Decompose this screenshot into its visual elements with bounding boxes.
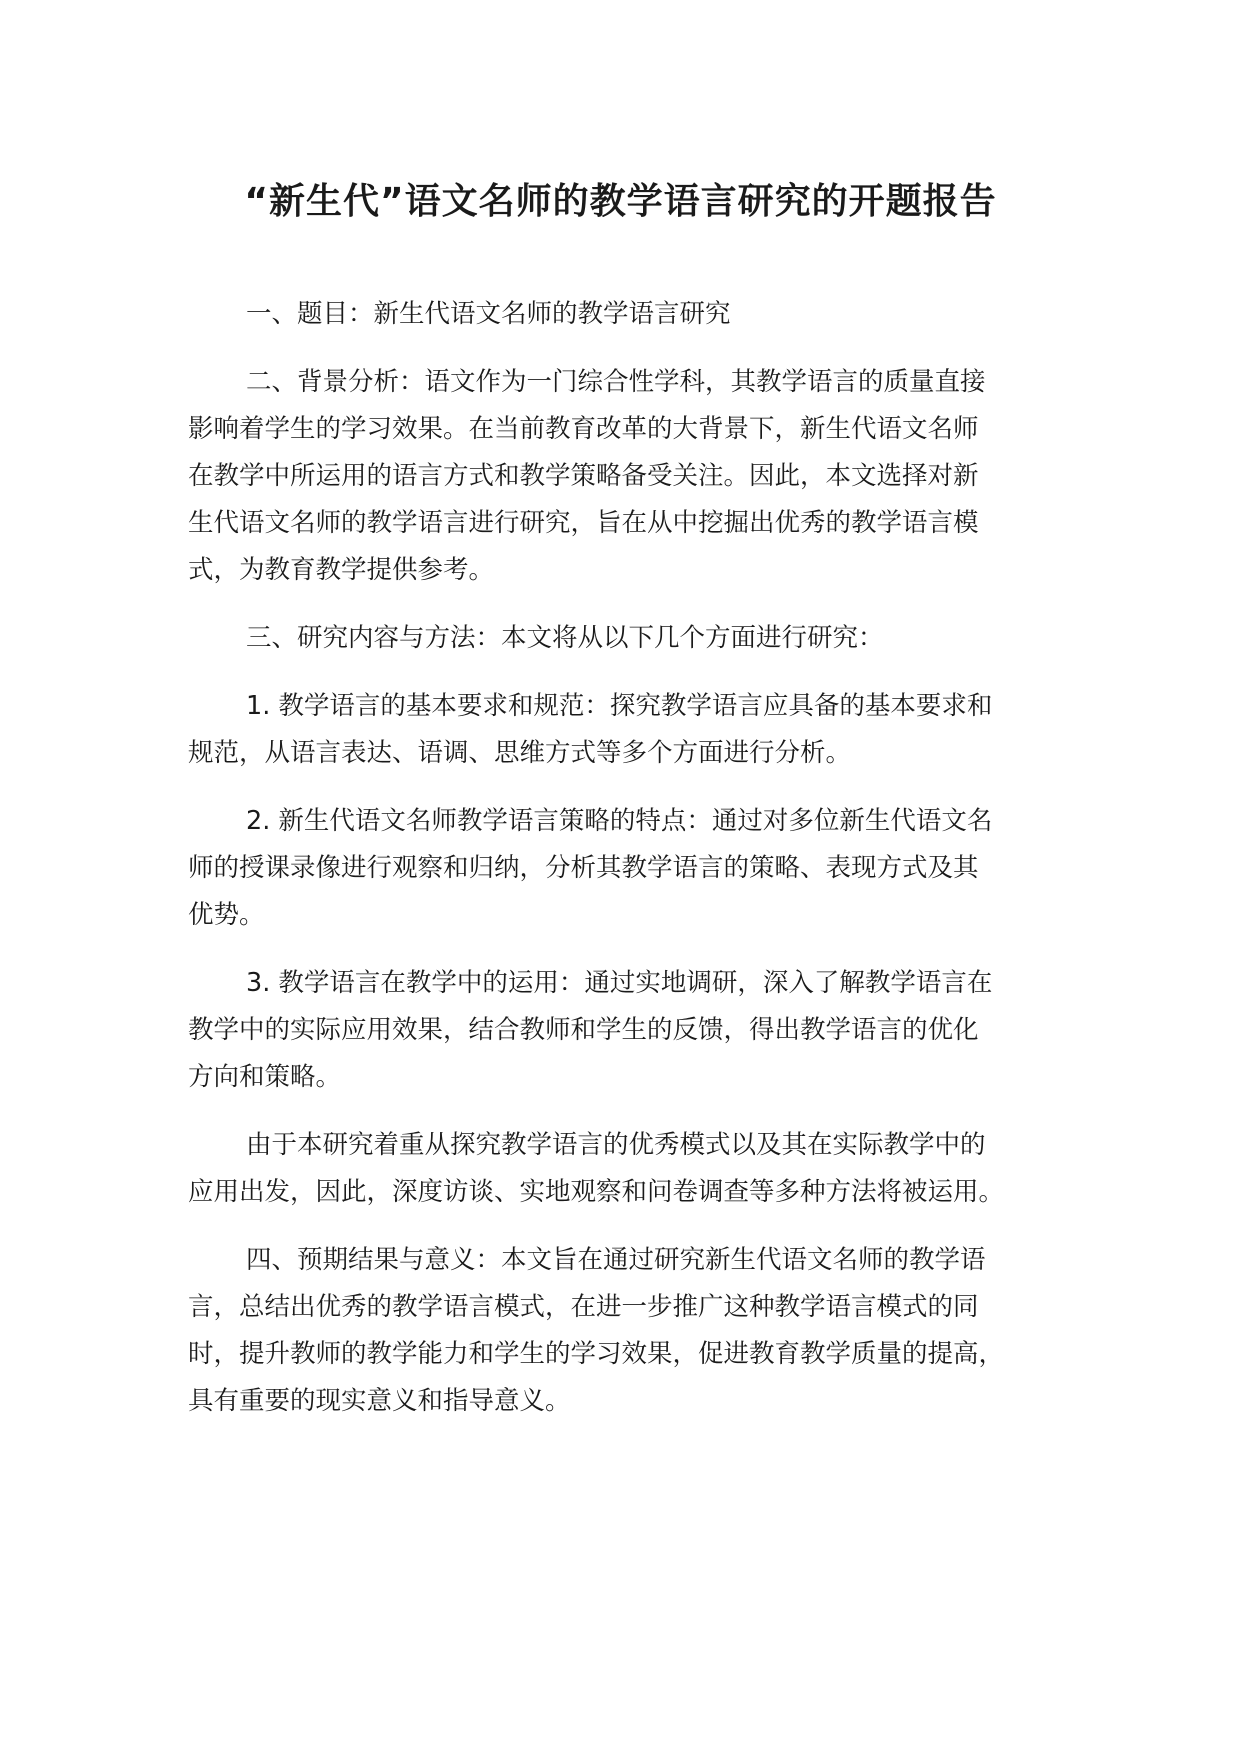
text-line: 应用出发，因此，深度访谈、实地观察和问卷调查等多种方法将被运用。 — [188, 1177, 1005, 1207]
paragraph-topic — [188, 291, 1088, 338]
text-line: 方向和策略。 — [188, 1062, 342, 1092]
text-line: 时，提升教师的教学能力和学生的学习效果，促进教育教学质量的提高， — [188, 1339, 1005, 1369]
paragraph-item-3 — [188, 960, 1088, 1101]
text-line: 具有重要的现实意义和指导意义。 — [188, 1386, 571, 1416]
paragraph-item-2 — [188, 798, 1088, 939]
text-line: 3. 教学语言在教学中的运用：通过实地调研，深入了解教学语言在 — [246, 968, 993, 998]
text-line: 1. 教学语言的基本要求和规范：探究教学语言应具备的基本要求和 — [246, 691, 993, 721]
text-line: 四、预期结果与意义：本文旨在通过研究新生代语文名师的教学语 — [246, 1245, 986, 1275]
text-line: 在教学中所运用的语言方式和教学策略备受关注。因此，本文选择对新 — [188, 461, 979, 491]
paragraph-methods-summary — [188, 1122, 1088, 1216]
text-line: 师的授课录像进行观察和归纳，分析其教学语言的策略、表现方式及其 — [188, 853, 979, 883]
text-line: 言，总结出优秀的教学语言模式，在进一步推广这种教学语言模式的同 — [188, 1292, 979, 1322]
text-line: 一、题目：新生代语文名师的教学语言研究 — [246, 299, 731, 329]
text-line: 生代语文名师的教学语言进行研究，旨在从中挖掘出优秀的教学语言模 — [188, 508, 979, 538]
paragraph-background — [188, 359, 1088, 594]
text-line: 式，为教育教学提供参考。 — [188, 555, 495, 585]
text-line: 影响着学生的学习效果。在当前教育改革的大背景下，新生代语文名师 — [188, 414, 979, 444]
document-body — [188, 291, 1088, 1446]
text-line: 2. 新生代语文名师教学语言策略的特点：通过对多位新生代语文名 — [246, 806, 993, 836]
paragraph-content-methods — [188, 615, 1088, 662]
text-line: 教学中的实际应用效果，结合教师和学生的反馈，得出教学语言的优化 — [188, 1015, 979, 1045]
text-line: 三、研究内容与方法：本文将从以下几个方面进行研究： — [246, 623, 884, 653]
paragraph-item-1 — [188, 683, 1088, 777]
text-line: 规范，从语言表达、语调、思维方式等多个方面进行分析。 — [188, 738, 852, 768]
paragraph-expected-results — [188, 1237, 1088, 1425]
document-title: “新生代”语文名师的教学语言研究的开题报告 — [244, 181, 997, 222]
text-line: 优势。 — [188, 900, 265, 930]
text-line: 二、背景分析：语文作为一门综合性学科，其教学语言的质量直接 — [246, 367, 986, 397]
text-line: 由于本研究着重从探究教学语言的优秀模式以及其在实际教学中的 — [246, 1130, 986, 1160]
